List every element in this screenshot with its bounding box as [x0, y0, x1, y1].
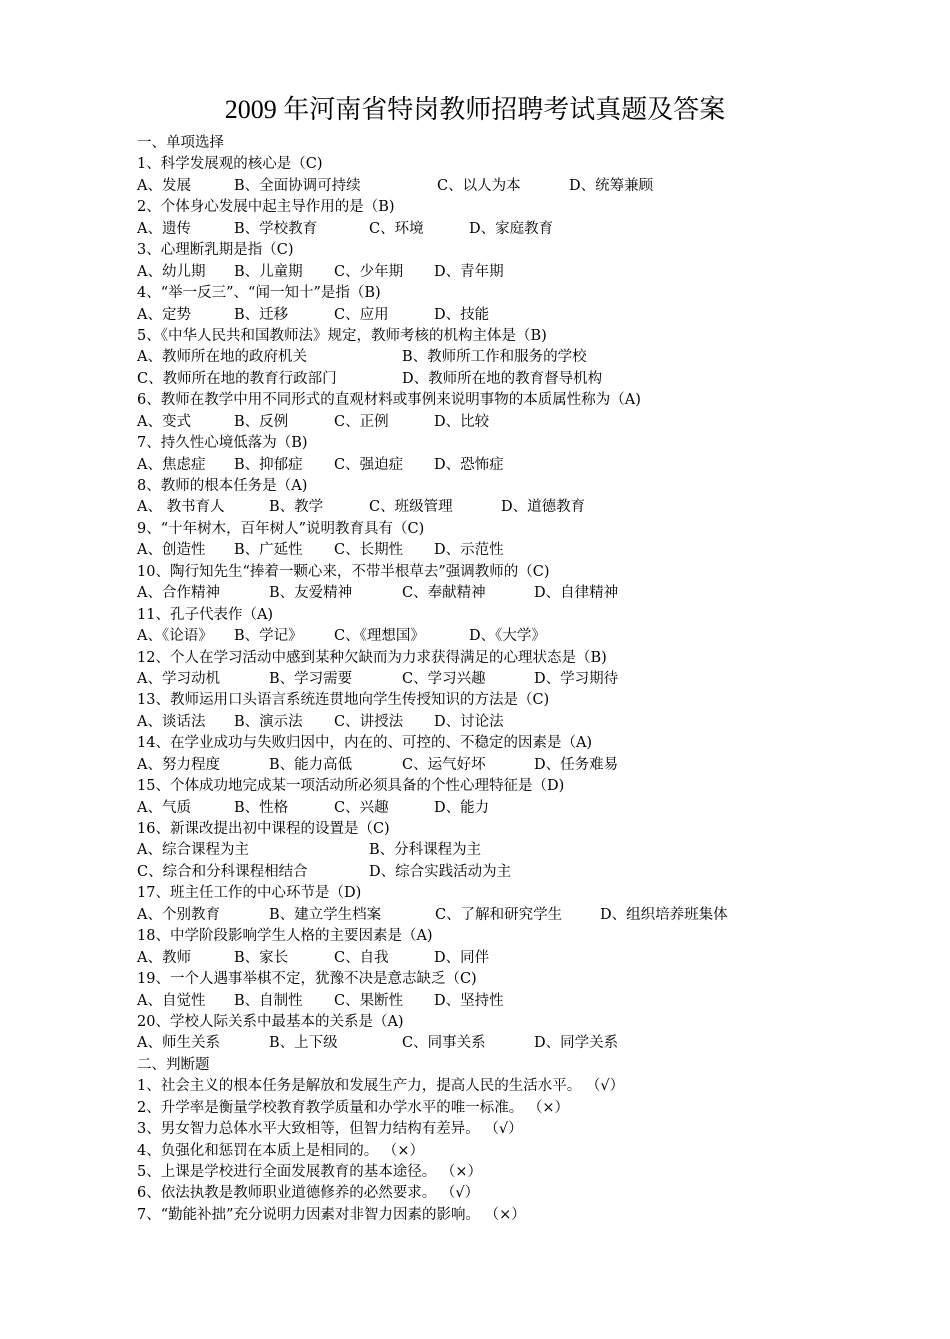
answer-option: C、少年期: [334, 263, 404, 280]
options-line: [137, 262, 917, 283]
text-line: 2、升学率是衡量学校教育教学质量和办学水平的唯一标准。 （×）: [137, 1099, 569, 1116]
answer-option: D、能力: [434, 799, 490, 816]
answer-option: B、上下级: [269, 1035, 338, 1052]
answer-option: B、能力高低: [269, 756, 353, 773]
answer-option: B、演示法: [234, 713, 303, 730]
answer-option: B、广延性: [234, 542, 303, 559]
answer-option: A、教师所在地的政府机关: [137, 349, 307, 366]
answer-option: D、技能: [434, 306, 490, 323]
answer-option: A、变式: [137, 413, 191, 430]
answer-option: C、正例: [334, 413, 389, 430]
answer-option: C、应用: [334, 306, 389, 323]
document-title: 2009 年河南省特岗教师招聘考试真题及答案: [224, 95, 726, 124]
options-line: [137, 991, 917, 1012]
text-line: 16、新课改提出初中课程的设置是（C): [137, 821, 390, 837]
answer-option: A、合作精神: [137, 585, 220, 602]
options-line: [137, 948, 917, 969]
answer-option: C、《理想国》: [334, 628, 425, 645]
answer-option: A、遗传: [137, 220, 191, 237]
text-line: 5、上课是学校进行全面发展教育的基本途径。 （×）: [137, 1164, 482, 1180]
options-line: [137, 412, 917, 433]
answer-option: A、《论语》: [137, 628, 213, 645]
text-line: 6、依法执教是教师职业道德修养的必然要求。 （√）: [137, 1185, 480, 1202]
text-line: 7、持久性心境低落为（B): [137, 435, 308, 452]
answer-option: C、班级管理: [369, 499, 453, 516]
options-line: [137, 176, 917, 197]
options-line: [137, 219, 917, 240]
answer-option: D、示范性: [434, 542, 504, 559]
text-line: 一、单项选择: [137, 135, 224, 151]
options-line: [137, 755, 917, 776]
options-line: [137, 1033, 917, 1054]
answer-option: A、幼儿期: [137, 263, 206, 280]
options-line: [137, 905, 917, 926]
text-line: 1、社会主义的根本任务是解放和发展生产力，提高人民的生活水平。 （√）: [137, 1078, 625, 1095]
answer-option: C、教师所在地的教育行政部门: [137, 370, 337, 387]
text-line: 13、教师运用口头语言系统连贯地向学生传授知识的方法是（C): [137, 692, 550, 709]
answer-option: D、自律精神: [534, 585, 619, 602]
options-line: [137, 455, 917, 476]
answer-option: B、抑郁症: [234, 456, 303, 473]
answer-option: A、自觉性: [137, 992, 206, 1009]
text-line: 9、“十年树木，百年树人”说明教育具有（C): [137, 520, 425, 537]
answer-option: B、学校教育: [234, 220, 318, 237]
answer-option: A、 教书育人: [137, 499, 225, 516]
options-line: [137, 798, 917, 819]
options-line: [137, 369, 917, 390]
answer-option: C、强迫症: [334, 456, 404, 473]
answer-option: D、青年期: [434, 263, 504, 280]
answer-option: C、长期性: [334, 542, 404, 559]
answer-option: A、气质: [137, 799, 191, 816]
text-line: 19、一个人遇事举棋不定，犹豫不决是意志缺乏（C): [137, 971, 477, 988]
answer-option: C、同事关系: [402, 1035, 486, 1052]
answer-option: A、发展: [137, 177, 191, 194]
answer-option: B、迁移: [234, 306, 289, 323]
text-line: 2、个体身心发展中起主导作用的是（B): [137, 199, 395, 216]
answer-option: D、教师所在地的教育督导机构: [402, 370, 603, 387]
answer-option: C、讲授法: [334, 713, 404, 730]
text-line: 12、个人在学习活动中感到某种欠缺而为力求获得满足的心理状态是（B): [137, 649, 607, 666]
text-line: 8、教师的根本任务是（A): [137, 478, 308, 494]
answer-option: A、创造性: [137, 542, 206, 559]
options-line: [137, 305, 917, 326]
options-line: [137, 626, 917, 647]
answer-option: C、果断性: [334, 992, 404, 1009]
answer-option: B、学习需要: [269, 670, 353, 687]
text-line: 15、个体成功地完成某一项活动所必须具备的个性心理特征是（D): [137, 778, 565, 795]
answer-option: A、个别教育: [137, 906, 220, 923]
answer-option: B、分科课程为主: [369, 842, 482, 859]
text-line: 3、男女智力总体水平大致相等，但智力结构有差异。 （√）: [137, 1121, 523, 1138]
answer-option: D、《大学》: [469, 628, 546, 645]
answer-option: D、坚持性: [434, 992, 504, 1009]
document-body: [137, 133, 917, 1226]
text-line: 4、“举一反三”、“闻一知十”是指（B): [137, 285, 381, 302]
answer-option: C、兴趣: [334, 799, 389, 816]
text-line: 11、孔子代表作（A): [137, 606, 274, 623]
answer-option: D、同学关系: [534, 1035, 619, 1052]
options-line: [137, 669, 917, 690]
answer-option: A、定势: [137, 306, 191, 323]
options-line: [137, 540, 917, 561]
answer-option: D、同伴: [434, 949, 490, 966]
answer-option: B、家长: [234, 949, 289, 966]
answer-option: B、儿童期: [234, 263, 303, 280]
answer-option: C、学习兴趣: [402, 670, 486, 687]
answer-option: A、努力程度: [137, 756, 220, 773]
answer-option: A、学习动机: [137, 670, 220, 687]
options-line: [137, 497, 917, 518]
answer-option: B、反例: [234, 413, 289, 430]
answer-option: D、恐怖症: [434, 456, 504, 473]
answer-option: A、教师: [137, 949, 191, 966]
answer-option: D、道德教育: [501, 499, 586, 516]
options-line: [137, 583, 917, 604]
answer-option: C、环境: [369, 220, 424, 237]
answer-option: D、组织培养班集体: [600, 906, 728, 923]
text-line: 14、在学业成功与失败归因中，内在的、可控的、不稳定的因素是（A): [137, 735, 593, 752]
answer-option: B、学记》: [234, 628, 303, 645]
answer-option: A、师生关系: [137, 1035, 220, 1052]
answer-option: B、教学: [269, 499, 324, 516]
answer-option: D、比较: [434, 413, 490, 430]
text-line: 18、中学阶段影响学生人格的主要因素是（A): [137, 928, 433, 945]
answer-option: D、讨论法: [434, 713, 504, 730]
options-line: [137, 712, 917, 733]
text-line: 1、科学发展观的核心是（C): [137, 156, 323, 173]
answer-option: C、运气好坏: [402, 756, 486, 773]
text-line: 5、《中华人民共和国教师法》规定，教师考核的机构主体是（B): [137, 327, 547, 344]
answer-option: D、综合实践活动为主: [369, 863, 512, 880]
options-line: [137, 840, 917, 861]
options-line: [137, 862, 917, 883]
text-line: 10、陶行知先生“捧着一颗心来，不带半根草去”强调教师的（C): [137, 563, 550, 580]
answer-option: C、了解和研究学生: [435, 906, 563, 923]
answer-option: B、教师所工作和服务的学校: [402, 349, 587, 366]
answer-option: C、自我: [334, 949, 389, 966]
answer-option: B、建立学生档案: [269, 906, 382, 923]
answer-option: A、焦虑症: [137, 456, 206, 473]
answer-option: A、综合课程为主: [137, 842, 249, 859]
answer-option: D、任务难易: [534, 756, 619, 773]
answer-option: D、家庭教育: [469, 220, 554, 237]
answer-option: B、全面协调可持续: [234, 177, 361, 194]
text-line: 7、“勤能补拙”充分说明力因素对非智力因素的影响。 （×）: [137, 1206, 526, 1223]
options-line: [137, 347, 917, 368]
text-line: 二、判断题: [137, 1056, 210, 1073]
answer-option: B、性格: [234, 799, 289, 816]
answer-option: C、以人为本: [437, 177, 521, 194]
text-line: 4、负强化和惩罚在本质上是相同的。 （×）: [137, 1142, 424, 1159]
answer-option: B、自制性: [234, 992, 303, 1009]
text-line: 17、班主任工作的中心环节是（D): [137, 885, 362, 902]
answer-option: B、友爱精神: [269, 585, 353, 602]
text-line: 3、心理断乳期是指（C): [137, 242, 294, 259]
answer-option: C、综合和分科课程相结合: [137, 863, 308, 880]
text-line: 6、教师在教学中用不同形式的直观材料或事例来说明事物的本质属性称为（A): [137, 392, 641, 409]
answer-option: C、奉献精神: [402, 585, 486, 602]
answer-option: D、统筹兼顾: [569, 177, 654, 194]
answer-option: A、谈话法: [137, 713, 206, 730]
answer-option: D、学习期待: [534, 670, 619, 687]
text-line: 20、学校人际关系中最基本的关系是（A): [137, 1013, 404, 1030]
